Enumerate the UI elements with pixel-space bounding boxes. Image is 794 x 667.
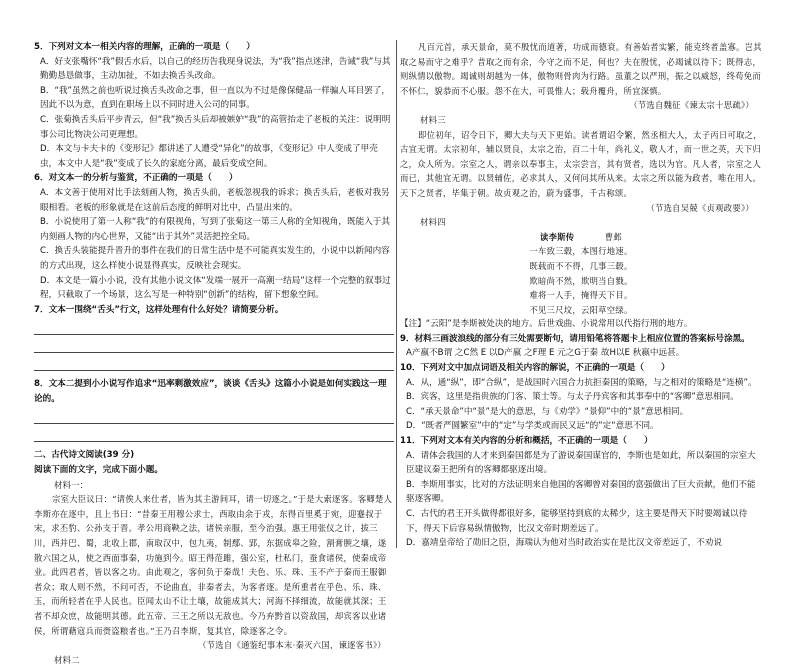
material-3-text: 即位初年，诏令日下，卿大夫与天下更始。读者谓诏令繁，然丞相大人，太子丙日可取之，古宜无谓。太宗初年，辅以贤良，太宗之治，百二十年，尚礼义，敬人才，而一世之英，天下归之，众人所为。宗室之人，谓亲以奉事主，太宗尝言，其有贤者，选以为官。凡人者，宗室之人而已，其他宜无谓。以贤辅佐，必求其人，又何问其所从来。太宗之所以能为政者，唯在用人。天下之贤者，毕集于朝。故贞观之治，蔚为盛事，千古称颂。 — [400, 129, 762, 198]
question-11-option-a: A．请体会我国的人才来到秦国都是为了游说秦国谋官的，李斯也是如此，所以秦国的宗室大臣建议秦王把所有的客卿都驱逐出境。 — [406, 450, 756, 476]
question-10-option-d: D．“既者严圆繁室”中的“定”与学类或而民又远“的”定“意思不同。 — [406, 421, 659, 432]
question-10-option-c: C．“承天景命”中“景”是大的意思，与《劝学》“景仰”中的“景”意思相同。 — [406, 406, 689, 417]
question-10-option-a: A．从，通“纵”，即“合纵”，是战国时六国合力抗拒秦国的策略，与之相对的策略是“连横”。 — [406, 377, 757, 388]
question-6-option-d: D．本文是一篇小小说，没有其他小说文体“发端一展开一高潮一结局”这样一个完整的叙事过程，只截取了一个场景，这么写是一种特别“创新”的结构，留下想象空间。 — [40, 275, 391, 301]
material-4-label: 材料四 — [420, 217, 446, 228]
poem-heading — [400, 230, 762, 245]
question-5-option-b: B．“我”虽然之前也听说过换舌头改命之事，但一直以为不过是像保健品一样骗人耳目罢了，因此不以为意，直到在职场上以不同时进入公司的同事。 — [40, 85, 390, 111]
material-3-label: 材料三 — [420, 114, 446, 125]
question-9-options: A产嬴不B谓 之C然 E 以D产嬴 之F理 E 元之G于秦 故H以Ε 秋嬴中远甚。 — [406, 348, 685, 359]
question-5-option-d: D．本文与卡夫卡的《变形记》都讲述了人遭受“异化”的故事，《变形记》中人变成了甲壳虫，本文中人是“我”变成了长久的家庭分离，最后变成空间。 — [40, 144, 378, 169]
question-11-option-c: C．古代的君王开头做得都很好多，能够坚持到底的太稀少，这主要是得天下时要竭诚以待下，得天下后容易纵情傲物，比汉文帝时期差远了。 — [406, 509, 748, 534]
question-5-option-c: C．张菊换舌头后平步青云，但“我”换舌头后却被嫉妒“我”的高管抬走了老板的关注：说明明事公司比物决公司更理想。 — [40, 114, 391, 140]
question-9: 9．材料三画波浪线的部分有三处需要断句，请用铅笔将答题卡上相应位置的答案标号涂黑。 — [400, 333, 750, 344]
question-5-option-a: A．好支张嘴怀“我”假舌水后，以自己的经历告我现身说法，为“我”指点迷津，告诫“我”与其勤勤恳恳做事，主动加扯，不如去换舌头改命。 — [40, 56, 391, 82]
section-heading: 二、古代诗文阅读(39 分) — [34, 450, 135, 461]
answer-line — [34, 357, 394, 371]
question-11-option-d: D．嘉靖皇帝给了勋旧之臣，海瑞认为他对当时政治实在是比汉文帝差远了，不劝说 — [406, 538, 722, 549]
poem-line: 一车致三毂，本图行地速。 — [529, 246, 633, 257]
poem-title: 读李斯传 — [540, 231, 575, 242]
reading-instruction: 阅读下面的文字，完成下面小题。 — [34, 465, 163, 476]
question-10-stem: 10．下列对文中加点词语及相关内容的解说，不正确的一项是（ ） — [400, 363, 670, 374]
poem-note: 【注】“云阳”是李斯被处决的地方。后世戏曲、小说常用以代指行刑的地方。 — [400, 319, 693, 330]
poem-author: 曹邺 — [604, 231, 622, 242]
question-8: 8．文本二提到小小说写作追求“迅率剩激效应”，谈谈《舌头》这篇小小说是如何实践这一理论的。 — [34, 379, 387, 404]
material-1-source: （节选自《通鉴纪事本末·秦灭六国，谏逐客书》） — [198, 640, 386, 651]
question-10-option-b: B．宾客，这里是指贵族的门客、策士等。与太子丹宾客和其事奉中的“客卿”意思相同。 — [406, 392, 739, 403]
answer-line — [34, 410, 394, 424]
poem-line: 不见三尺坟，云阳草空绿。 — [529, 304, 633, 315]
question-6-option-b: B．小说使用了第一人称“我”的有限视角，写到了张菊这一第三人称的全知视角，既能入于其内刻画人物的内心世界，又能“出于其外”灵活把控全局。 — [40, 217, 390, 242]
question-6-option-a: A．本文善于使用对比手法刻画人物，换舌头前，老板忽视我的诉求；换舌头后，老板对我另眼相看。老板的形象就是在这前后态度的鲜明对比中，凸显出来的。 — [40, 187, 390, 213]
material-3-source: （节选自吴兢《贞观政要》） — [646, 202, 754, 213]
answer-line — [34, 321, 394, 335]
question-11-stem: 11．下列对文本有关内容的分析和概括，不正确的一项是（ ） — [400, 436, 653, 447]
question-11-option-b: B．李斯用事实，比对的方法证明来自他国的客卿曾对秦国的富强做出了巨大贡献，他们不能驱逐客卿。 — [406, 479, 756, 505]
right-column — [400, 40, 762, 551]
poem-line: 欺暗尚不然，欺明当自戮。 — [529, 275, 633, 286]
answer-line — [34, 339, 394, 353]
poem-line: 难将一人手，掩得天下目。 — [529, 290, 633, 301]
column-divider — [396, 40, 397, 548]
answer-line — [34, 428, 394, 442]
question-5-stem: 5．下列对文本一相关内容的理解，正确的一项是（ ） — [34, 42, 255, 52]
material-2-source: （节选自魏征《谏太宗十思疏》） — [629, 100, 754, 111]
material-1-label: 材料一： — [54, 479, 89, 490]
question-6-option-c: C．换舌头装能提升晋升的事件在我们的日常生活中是不可能真实发生的，小说中以新闻内容的方式出现，这么样使小说显得真实，反映社会现实。 — [40, 246, 390, 271]
material-1-text: 宗室大臣议曰：“请俟人来仕者，皆为其主游间耳，请一切逐之。”于是大索逐客。客卿楚人李斯亦在逐中，且上书曰：“昔秦王用穆公求士，西取由余于戎，东得百里奚于宛，迎蹇叔于宋，求丕豹、公孙支于晋。孝公用商鞅之法，诸侯亲服，至今治强。惠王用张仪之计，拔三川，西并巴、蜀，北收上郡，南取汉中，包九夷，制鄢、郢，东据成皋之险，割膏腴之壤，遂散六国之从，使之西面事秦，功施到今。昭王得范雎，强公室，杜私门，蚕食诸侯，使秦成帝业。此四君者，皆以客之功。由此观之，客何负于秦哉！夫色、乐、珠、玉不产于秦而王服御者众；取人则不然，不问可否，不论曲直，非秦者去，为客者逐。是所重者在乎色、乐、珠、玉，而所轻者在乎人民也。臣闻太山不让土壤，故能成其大；河海不择细流，故能就其深；王者不却众庶，故能明其德。此五帝、三王之所以无敌也。今乃弃黔首以资敌国，却宾客以业诸侯，所谓藉寇兵而赍盗粮者也。”王乃召李斯，复其官，除逐客之令。 — [34, 494, 393, 636]
left-column — [34, 40, 394, 667]
material-2-label: 材料二 — [54, 654, 80, 665]
question-7: 7．文本一围绕“舌头”行文，这样处理有什么好处？请简要分析。 — [34, 304, 284, 315]
question-6-stem: 6．对文本一的分析与鉴赏，不正确的一项是（ ） — [34, 173, 238, 184]
material-2-text: 凡百元首，承天景命，莫不殷忧而道著，功成而德衰。有善始者实繁，能克终者盖寡。岂其取之易而守之难乎？昔取之而有余，今守之而不足，何也？夫在殷忧，必竭诚以待下；既得志，则纵情以傲物。竭诚则胡越为一体，傲物则骨肉为行路。虽董之以严刑，振之以威怒，终苟免而不怀仁，貌恭而不心服。怨不在大，可畏惟人；载舟覆舟，所宜深慎。 — [400, 42, 762, 96]
poem-line: 既载而不不得，几事三毂。 — [529, 260, 633, 271]
poem-body — [400, 244, 762, 317]
